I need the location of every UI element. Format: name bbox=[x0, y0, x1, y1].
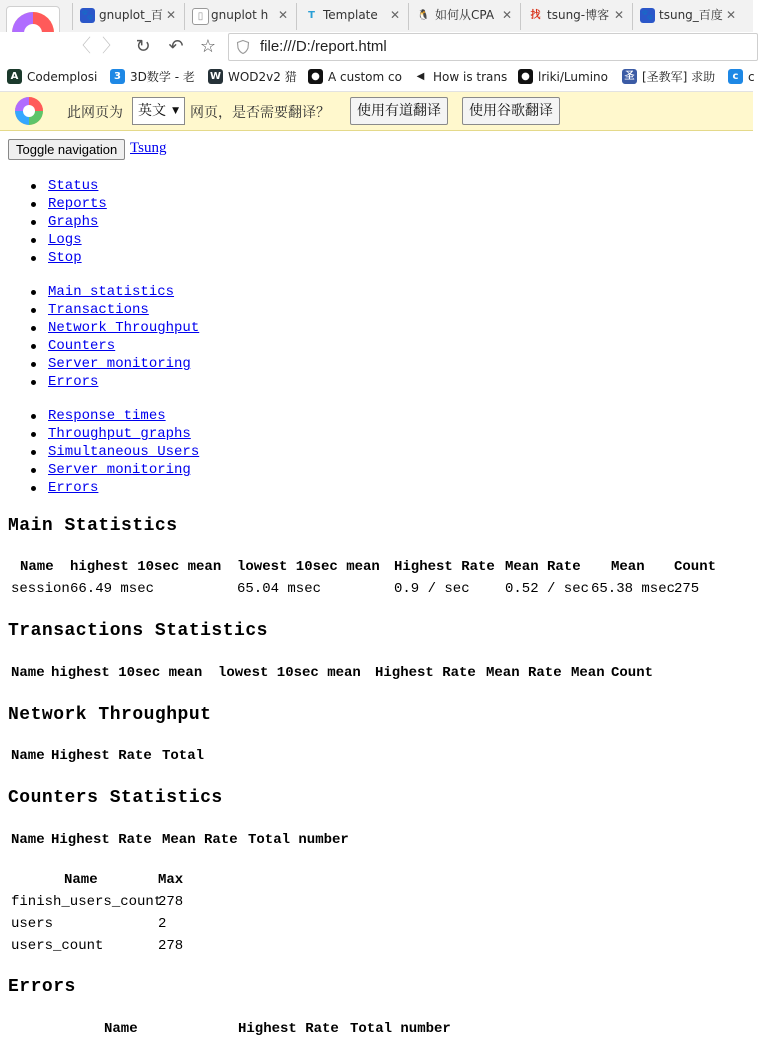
table-cell: 0.52 / sec bbox=[505, 581, 590, 597]
table-header: Mean Rate bbox=[486, 665, 562, 681]
translate-prompt-suffix: 网页，是否需要翻译？ bbox=[190, 105, 330, 121]
bookmark-item[interactable] bbox=[7, 68, 103, 86]
menu-link-transactions[interactable]: Transactions bbox=[48, 302, 149, 318]
errors-heading: Errors bbox=[8, 977, 76, 997]
browser-tab[interactable] bbox=[72, 3, 184, 30]
table-header: Highest Rate bbox=[51, 832, 152, 848]
tab-title: 如何从CPA bbox=[435, 8, 495, 22]
network-throughput-heading: Network Throughput bbox=[8, 705, 212, 725]
tab-title: gnuplot h bbox=[211, 8, 269, 22]
table-header: lowest 10sec mean bbox=[218, 665, 361, 681]
template-favicon-icon: T bbox=[308, 10, 315, 21]
bookmark-icon: c bbox=[728, 69, 743, 84]
menu-link-counters[interactable]: Counters bbox=[48, 338, 116, 354]
table-header: Name bbox=[20, 559, 54, 575]
table-header: Highest Rate bbox=[238, 1021, 339, 1037]
menu-item bbox=[48, 213, 107, 231]
baidu-favicon-icon: 🐾 bbox=[81, 10, 94, 21]
forward-icon[interactable]: 〉 bbox=[102, 36, 120, 57]
bookmark-item[interactable] bbox=[728, 68, 753, 86]
table-cell: 66.49 msec bbox=[70, 581, 155, 597]
language-select[interactable] bbox=[132, 97, 185, 125]
table-header: Mean bbox=[611, 559, 645, 575]
browser-tab[interactable] bbox=[408, 3, 520, 30]
table-header: Highest Rate bbox=[394, 559, 495, 575]
bookmark-item[interactable] bbox=[413, 68, 513, 86]
table-header: Mean bbox=[571, 665, 605, 681]
toggle-navigation-button[interactable]: Toggle navigation bbox=[8, 139, 125, 160]
shield-icon bbox=[237, 40, 249, 54]
table-cell: 0.9 / sec bbox=[394, 581, 470, 597]
table-header: Mean Rate bbox=[505, 559, 581, 575]
browser-tab[interactable] bbox=[520, 3, 632, 30]
menu-item bbox=[48, 231, 107, 249]
menu-link-main-statistics[interactable]: Main statistics bbox=[48, 284, 175, 300]
menu-item bbox=[48, 301, 199, 319]
menu-link-simultaneous-users[interactable]: Simultaneous Users bbox=[48, 444, 200, 460]
brand-link[interactable]: Tsung bbox=[130, 140, 167, 156]
tab-title: Template bbox=[323, 8, 378, 22]
codemplosion-icon: A bbox=[7, 69, 22, 84]
table-header: Count bbox=[611, 665, 654, 681]
bookmark-label: 3D数学 - 老 bbox=[130, 70, 195, 84]
bookmark-star-icon[interactable]: ☆ bbox=[199, 36, 217, 57]
table-header: Highest Rate bbox=[375, 665, 476, 681]
penguin-favicon-icon: 🐧 bbox=[417, 10, 430, 21]
bookmark-label: lriki/Lumino bbox=[538, 70, 608, 84]
page-favicon-icon: ▯ bbox=[192, 8, 209, 25]
bookmark-label: WOD2v2 猎 bbox=[228, 70, 297, 84]
table-cell: 278 bbox=[158, 938, 184, 954]
3d-math-icon: 3 bbox=[110, 69, 125, 84]
menu-link-response-times[interactable]: Response times bbox=[48, 408, 166, 424]
transactions-heading: Transactions Statistics bbox=[8, 621, 268, 641]
main-statistics-heading: Main Statistics bbox=[8, 516, 178, 536]
table-cell: session bbox=[11, 581, 70, 597]
table-header: Total number bbox=[248, 832, 349, 848]
bookmark-item[interactable] bbox=[110, 68, 202, 86]
table-header: highest 10sec mean bbox=[70, 559, 222, 575]
tab-title: tsung_百度 bbox=[659, 8, 723, 22]
language-value: 英文 bbox=[138, 103, 166, 119]
baidu-favicon-icon: 🐾 bbox=[641, 10, 654, 21]
bookmark-label: [圣教军] 求助 bbox=[642, 70, 716, 84]
menu-item bbox=[48, 283, 199, 301]
close-icon[interactable]: ✕ bbox=[725, 8, 736, 22]
menu-link-server-monitoring-graphs[interactable]: Server monitoring bbox=[48, 462, 191, 478]
close-icon[interactable]: ✕ bbox=[613, 8, 624, 22]
bookmark-item[interactable] bbox=[208, 68, 302, 86]
table-cell: 278 bbox=[158, 894, 184, 910]
youdao-translate-button[interactable]: 使用有道翻译 bbox=[350, 97, 448, 125]
undo-close-icon[interactable]: ↶ bbox=[168, 36, 184, 57]
tab-title: gnuplot_百 bbox=[99, 8, 163, 22]
table-cell: 2 bbox=[158, 916, 167, 932]
table-header: Name bbox=[11, 748, 45, 764]
table-header: Count bbox=[674, 559, 717, 575]
menu-item bbox=[48, 373, 199, 391]
table-header: Total number bbox=[350, 1021, 451, 1037]
menu-item bbox=[48, 337, 199, 355]
translate-logo-icon bbox=[12, 95, 46, 127]
tab-title: tsung-博客 bbox=[547, 8, 610, 22]
menu-item bbox=[48, 443, 199, 461]
table-header: Name bbox=[104, 1021, 138, 1037]
table-header: Highest Rate bbox=[51, 748, 152, 764]
unity-icon: ◀ bbox=[413, 69, 428, 84]
table-header: Total bbox=[162, 748, 205, 764]
menu-item bbox=[48, 177, 107, 195]
table-header: Max bbox=[158, 872, 184, 888]
menu-item bbox=[48, 425, 199, 443]
dropdown-caret-icon: ▼ bbox=[172, 106, 179, 116]
zhao-favicon-icon: 找 bbox=[530, 10, 541, 21]
github-icon: ● bbox=[518, 69, 533, 84]
close-icon[interactable]: ✕ bbox=[277, 8, 288, 22]
bookmark-item[interactable] bbox=[518, 68, 616, 86]
menu-link-errors[interactable]: Errors bbox=[48, 374, 99, 390]
bookmark-item[interactable] bbox=[622, 68, 722, 86]
url-text: file:///D:/report.html bbox=[260, 38, 387, 55]
menu-item bbox=[48, 195, 107, 213]
main-menu bbox=[48, 177, 107, 267]
bookmark-label: How is trans bbox=[433, 70, 508, 84]
close-icon[interactable]: ✕ bbox=[165, 8, 176, 22]
bookmark-label: A custom co bbox=[328, 70, 402, 84]
menu-item bbox=[48, 461, 199, 479]
menu-link-throughput-graphs[interactable]: Throughput graphs bbox=[48, 426, 191, 442]
close-icon[interactable]: ✕ bbox=[389, 8, 400, 22]
table-cell: users bbox=[11, 916, 54, 932]
menu-link-stop[interactable]: Stop bbox=[48, 250, 82, 266]
back-icon[interactable]: 〈 bbox=[73, 36, 91, 57]
forum-icon: 圣 bbox=[622, 69, 637, 84]
close-icon[interactable]: ✕ bbox=[501, 8, 512, 22]
menu-item bbox=[48, 407, 199, 425]
menu-link-server-monitoring[interactable]: Server monitoring bbox=[48, 356, 191, 372]
menu-item bbox=[48, 479, 199, 497]
table-header: lowest 10sec mean bbox=[237, 559, 380, 575]
table-header: Name bbox=[11, 832, 45, 848]
table-header: Name bbox=[11, 665, 45, 681]
menu-item bbox=[48, 249, 107, 267]
menu-link-errors-graphs[interactable]: Errors bbox=[48, 480, 99, 496]
table-cell: 65.04 msec bbox=[237, 581, 322, 597]
menu-link-network-throughput[interactable]: Network Throughput bbox=[48, 320, 200, 336]
menu-item bbox=[48, 319, 199, 337]
bookmark-label: c bbox=[748, 70, 755, 84]
google-translate-button[interactable]: 使用谷歌翻译 bbox=[462, 97, 560, 125]
bookmark-label: Codemplosi bbox=[27, 70, 98, 84]
menu-item bbox=[48, 355, 199, 373]
table-cell: finish_users_count bbox=[11, 894, 163, 910]
menu-link-logs[interactable]: Logs bbox=[48, 232, 82, 248]
table-cell: 275 bbox=[674, 581, 700, 597]
reports-menu bbox=[48, 283, 199, 391]
address-bar[interactable] bbox=[228, 33, 758, 61]
table-header: Mean Rate bbox=[162, 832, 238, 848]
table-cell: users_count bbox=[11, 938, 104, 954]
browser-tab[interactable] bbox=[184, 3, 296, 30]
menu-link-status[interactable]: Status bbox=[48, 178, 99, 194]
translate-prompt-prefix: 此网页为 bbox=[67, 105, 123, 121]
table-cell: 65.38 msec bbox=[591, 581, 676, 597]
menu-link-reports[interactable]: Reports bbox=[48, 196, 107, 212]
table-header: Name bbox=[64, 872, 98, 888]
bookmark-item[interactable] bbox=[308, 68, 408, 86]
graphs-menu bbox=[48, 407, 199, 497]
reload-icon[interactable]: ↻ bbox=[135, 36, 151, 57]
browser-tab[interactable] bbox=[632, 3, 744, 30]
github-icon: ● bbox=[308, 69, 323, 84]
wod-icon: W bbox=[209, 71, 222, 82]
table-header: highest 10sec mean bbox=[51, 665, 203, 681]
counters-heading: Counters Statistics bbox=[8, 788, 223, 808]
browser-tab[interactable] bbox=[296, 3, 408, 30]
menu-link-graphs[interactable]: Graphs bbox=[48, 214, 99, 230]
